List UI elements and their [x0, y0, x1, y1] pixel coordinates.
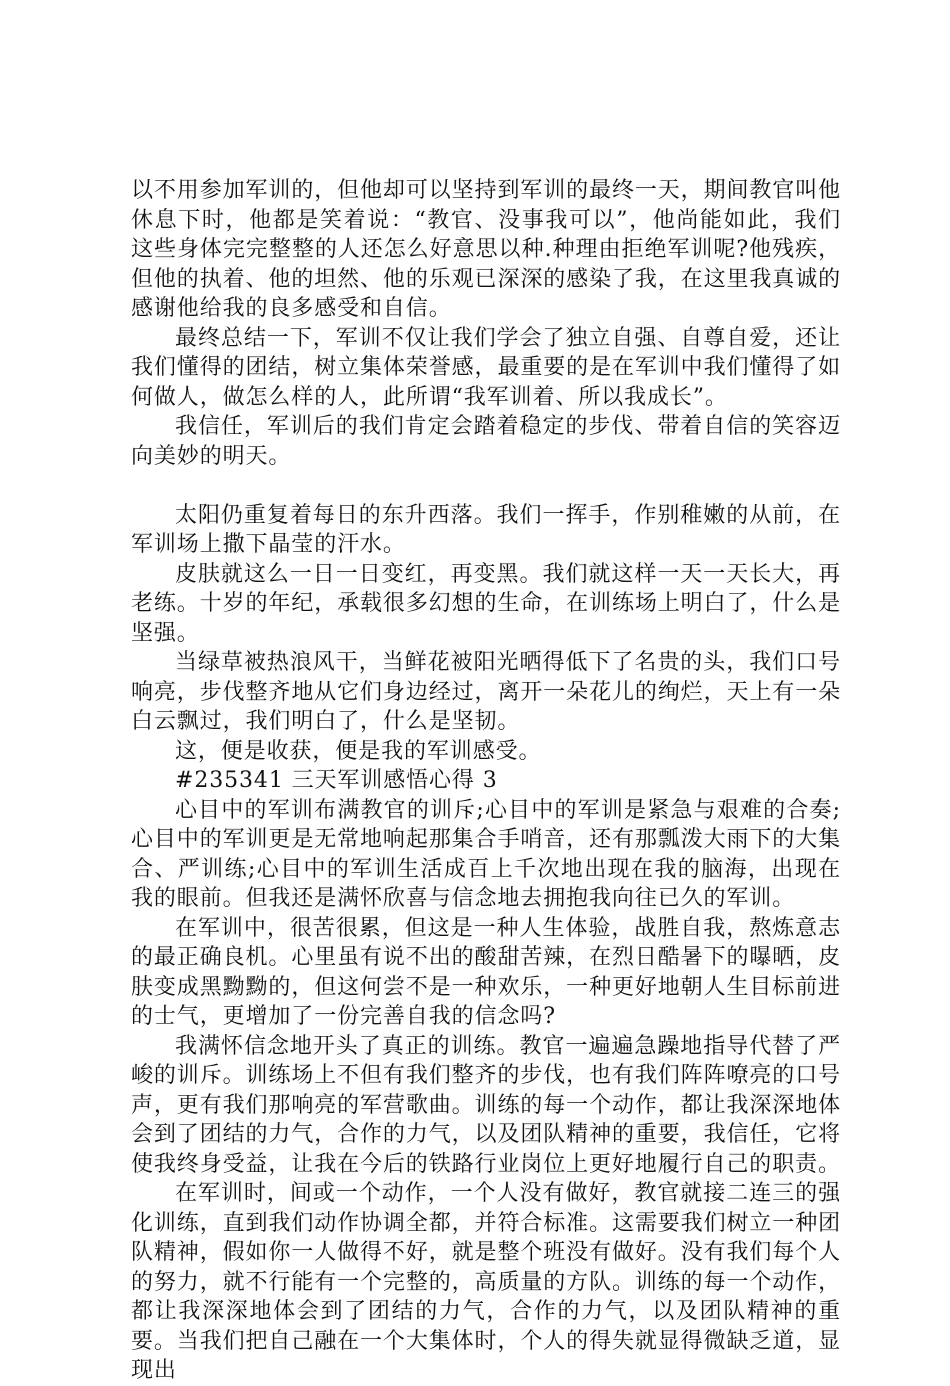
paragraph-summary: 最终总结一下，军训不仅让我们学会了独立自强、自尊自爱，还让我们懂得的团结，树立集体荣誉感，最重要的是在军训中我们懂得了如何做人，做怎么样的人，此所谓“我军训着、所以我成长”。 — [131, 325, 841, 410]
section-heading: #235341 三天军训感悟心得 3 — [175, 768, 498, 793]
paragraph-sun: 太阳仍重复着每日的东升西落。我们一挥手，作别稚嫩的从前，在军训场上撒下晶莹的汗水。 — [131, 502, 841, 557]
paragraph-skin: 皮肤就这么一日一日变红，再变黑。我们就这样一天一天长大，再老练。十岁的年纪，承载很多幻想的生命，在训练场上明白了，什么是坚强。 — [131, 561, 841, 646]
paragraph-heart: 心目中的军训布满教官的训斥;心目中的军训是紧急与艰难的合奏;心目中的军训更是无常地响起那集合手哨音，还有那瓢泼大雨下的大集合、严训练;心目中的军训生活成百上千次地出现在我的脑海，出现在我的眼前。但我还是满怀欣喜与信念地去拥抱我向往已久的军训。 — [131, 797, 841, 911]
paragraph-training: 我满怀信念地开头了真正的训练。教官一遍遍急躁地指导代替了严峻的训斥。训练场上不但有我们整齐的步伐，也有我们阵阵嘹亮的口号声，更有我们那响亮的军营歌曲。训练的每一个动作，都让我深深地体会到了团结的力气，合作的力气，以及团队精神的重要，我信任，它将使我终身受益，让我在今后的铁路行业岗位上更好地履行自己的职责。 — [131, 1033, 841, 1177]
paragraph-teamwork: 在军训时，间或一个动作，一个人没有做好，教官就接二连三的强化训练，直到我们动作协调全都，并符合标准。这需要我们树立一种团队精神，假如你一人做得不好，就是整个班没有做好。没有我们每个人的努力，就不行能有一个完整的，高质量的方队。训练的每一个动作，都让我深深地体会到了团结的力气，合作的力气，以及团队精神的重要。当我们把自己融在一个大集体时，个人的得失就显得微缺乏道，显现出 — [131, 1181, 841, 1383]
paragraph-grass: 当绿草被热浪风干，当鲜花被阳光晒得低下了名贵的头，我们口号响亮，步伐整齐地从它们身边经过，离开一朵花儿的绚烂，天上有一朵白云飘过，我们明白了，什么是坚韧。 — [131, 650, 841, 734]
document-body — [131, 176, 841, 1386]
paragraph-gap — [131, 471, 841, 501]
paragraph-continuation: 以不用参加军训的，但他却可以坚持到军训的最终一天，期间教官叫他休息下时，他都是笑着说：“教官、没事我可以”，他尚能如此，我们这些身体完完整整的人还怎么好意思以种.种理由拒绝军训呢?他残疾，但他的执着、他的坦然、他的乐观已深深的感染了我，在这里我真诚的感谢他给我的良多感受和自信。 — [131, 178, 841, 321]
paragraph-confidence: 我信任，军训后的我们肯定会踏着稳定的步伐、带着自信的笑容迈向美妙的明天。 — [131, 414, 841, 469]
paragraph-harvest: 这，便是收获，便是我的军训感受。 — [175, 738, 542, 764]
paragraph-hardship: 在军训中，很苦很累，但这是一种人生体验，战胜自我，熬炼意志的最正确良机。心里虽有说不出的酸甜苦辣，在烈日酷暑下的曝晒，皮肤变成黑黝黝的，但这何尝不是一种欢乐，一种更好地朝人生目标前进的士气，更增加了一份完善自我的信念吗? — [131, 915, 841, 1029]
